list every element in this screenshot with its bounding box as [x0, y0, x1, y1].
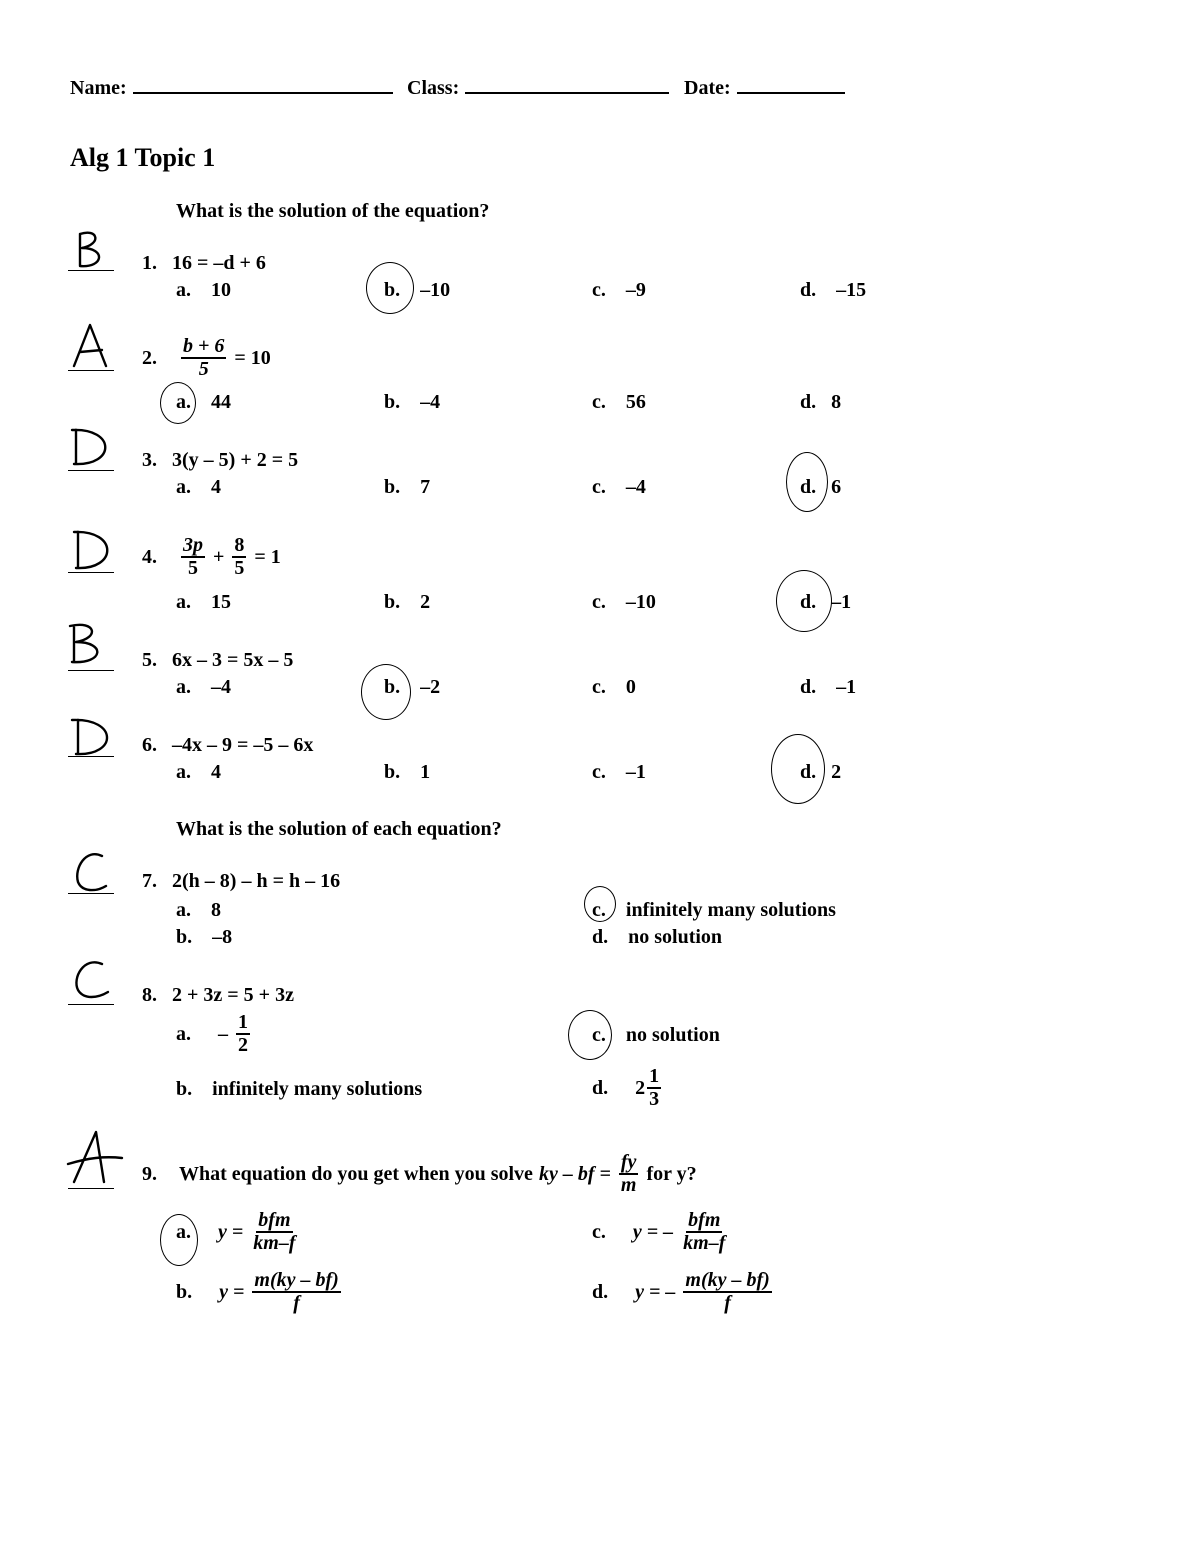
fraction-4a: $\frac{3p}{5}$ — [183, 534, 203, 579]
equation-6: –4x – 9 = –5 – 6x — [172, 734, 314, 756]
handwritten-answer-8 — [68, 956, 114, 1002]
choice-5b[interactable]: b. –2 — [384, 676, 441, 698]
fraction-8a: $\frac{1}{2}$ — [238, 1011, 248, 1056]
header-class: Class: — [407, 74, 669, 100]
handwritten-answer-5 — [66, 620, 112, 666]
circled-choice-2a — [160, 382, 196, 424]
question-4: 4. $\frac{3p}{5}$ + $\frac{8}{5}$ = 1 — [142, 534, 281, 579]
circled-choice-4d — [776, 570, 832, 632]
equation-8: 2 + 3z = 5 + 3z — [172, 984, 294, 1006]
question-8: 8. 2 + 3z = 5 + 3z — [142, 984, 294, 1006]
fraction-4b: $\frac{8}{5}$ — [234, 534, 245, 579]
fraction-9b: $\frac{m(ky - bf)}{f}$ — [254, 1269, 339, 1314]
circled-choice-3d — [786, 452, 828, 512]
choice-5d[interactable]: d. –1 — [800, 676, 857, 698]
class-field[interactable] — [465, 74, 669, 94]
fraction-9a: $\frac{\text{bfm}}{km-f}$ — [253, 1209, 296, 1254]
choice-1c[interactable]: c. –9 — [592, 279, 646, 301]
header-date: Date: — [684, 74, 845, 100]
choice-4b[interactable]: b. 2 — [384, 591, 431, 613]
choice-4d[interactable]: d. –1 — [800, 591, 852, 613]
handwritten-answer-7 — [68, 848, 114, 894]
handwritten-answer-6 — [68, 714, 114, 760]
choice-4a[interactable]: a. 15 — [176, 591, 231, 613]
section-instruction-1: What is the solution of the equation? — [176, 200, 490, 222]
fraction-9c: $\frac{\text{bfm}}{km-f}$ — [683, 1209, 726, 1254]
choice-9d[interactable]: d. y = – $\frac{m(ky - bf)}{f}$ — [592, 1269, 770, 1314]
answer-line-9[interactable] — [68, 1188, 114, 1189]
choice-7d[interactable]: d. no solution — [592, 926, 723, 948]
equation-5: 6x – 3 = 5x – 5 — [172, 649, 294, 671]
answer-line-5[interactable] — [68, 670, 114, 671]
choice-3c[interactable]: c. –4 — [592, 476, 646, 498]
circled-choice-1b — [366, 262, 414, 314]
equation-3: 3(y – 5) + 2 = 5 — [172, 449, 299, 471]
choice-7a[interactable]: a. 8 — [176, 899, 221, 921]
answer-line-8[interactable] — [68, 1004, 114, 1005]
question-3: 3. 3(y – 5) + 2 = 5 — [142, 449, 299, 471]
choice-9a[interactable]: a. y = $\frac{\text{bfm}}{km-f}$ — [176, 1209, 296, 1254]
question-2: 2. $\frac{b + 6}{5}$ = 10 — [142, 335, 271, 380]
circled-choice-5b — [361, 664, 411, 720]
choice-2c[interactable]: c. 56 — [592, 391, 646, 413]
equation-7: 2(h – 8) – h = h – 16 — [172, 870, 341, 892]
question-7: 7. 2(h – 8) – h = h – 16 — [142, 870, 341, 892]
choice-2d[interactable]: d. 8 — [800, 391, 842, 413]
answer-line-3[interactable] — [68, 470, 114, 471]
question-1: 1. 16 = –d + 6 — [142, 252, 266, 274]
choice-1d[interactable]: d. –15 — [800, 279, 867, 301]
page-title: Alg 1 Topic 1 — [70, 143, 216, 172]
choice-3b[interactable]: b. 7 — [384, 476, 431, 498]
choice-7b[interactable]: b. –8 — [176, 926, 233, 948]
choice-3d[interactable]: d. 6 — [800, 476, 842, 498]
choice-7c[interactable]: c. infinitely many solutions — [592, 899, 836, 921]
handwritten-answer-2 — [68, 322, 114, 368]
circled-choice-8c — [568, 1010, 612, 1060]
handwritten-answer-9 — [64, 1128, 124, 1184]
choice-6c[interactable]: c. –1 — [592, 761, 646, 783]
choice-8b[interactable]: b. infinitely many solutions — [176, 1078, 423, 1100]
question-5: 5. 6x – 3 = 5x – 5 — [142, 649, 294, 671]
choice-1b[interactable]: b. –10 — [384, 279, 451, 301]
choice-3a[interactable]: a. 4 — [176, 476, 221, 498]
choice-6b[interactable]: b. 1 — [384, 761, 431, 783]
choice-6a[interactable]: a. 4 — [176, 761, 221, 783]
circled-choice-9a — [160, 1214, 198, 1266]
choice-9b[interactable]: b. y = $\frac{m(ky - bf)}{f}$ — [176, 1269, 339, 1314]
choice-8d[interactable]: d. 2 $\frac{1}{3}$ — [592, 1065, 660, 1110]
question-6: 6. –4x – 9 = –5 – 6x — [142, 734, 314, 756]
fraction-8d: $\frac{1}{3}$ — [649, 1065, 660, 1110]
choice-8a[interactable]: a. – $\frac{1}{2}$ — [176, 1011, 248, 1056]
choice-9c[interactable]: c. y = – $\frac{\text{bfm}}{km-f}$ — [592, 1209, 726, 1254]
name-field[interactable] — [133, 74, 393, 94]
fraction-9d: $\frac{m(ky - bf)}{f}$ — [685, 1269, 770, 1314]
choice-2b[interactable]: b. –4 — [384, 391, 441, 413]
question-9: 9. What equation do you get when you solve ky – bf = $\frac{fy}{m}$ for y? — [142, 1151, 697, 1196]
choice-5a[interactable]: a. –4 — [176, 676, 231, 698]
circled-choice-7c — [584, 886, 616, 922]
choice-1a[interactable]: a. 10 — [176, 279, 231, 301]
handwritten-answer-1 — [68, 226, 114, 272]
choice-2a[interactable]: a. 44 — [176, 391, 231, 413]
answer-line-4[interactable] — [68, 572, 114, 573]
fraction-9: $\frac{fy}{m}$ — [620, 1151, 637, 1196]
header-name: Name: — [70, 74, 393, 100]
choice-6d[interactable]: d. 2 — [800, 761, 842, 783]
circled-choice-6d — [771, 734, 825, 804]
choice-4c[interactable]: c. –10 — [592, 591, 656, 613]
handwritten-answer-3 — [68, 424, 114, 470]
choice-8c[interactable]: c. no solution — [592, 1024, 720, 1046]
equation-1: 16 = –d + 6 — [172, 252, 266, 274]
answer-line-2[interactable] — [68, 370, 114, 371]
handwritten-answer-4 — [68, 526, 114, 572]
date-field[interactable] — [737, 74, 845, 94]
choice-5c[interactable]: c. 0 — [592, 676, 636, 698]
fraction-2: $\frac{b + 6}{5}$ — [183, 335, 225, 380]
section-instruction-2: What is the solution of each equation? — [176, 818, 502, 840]
